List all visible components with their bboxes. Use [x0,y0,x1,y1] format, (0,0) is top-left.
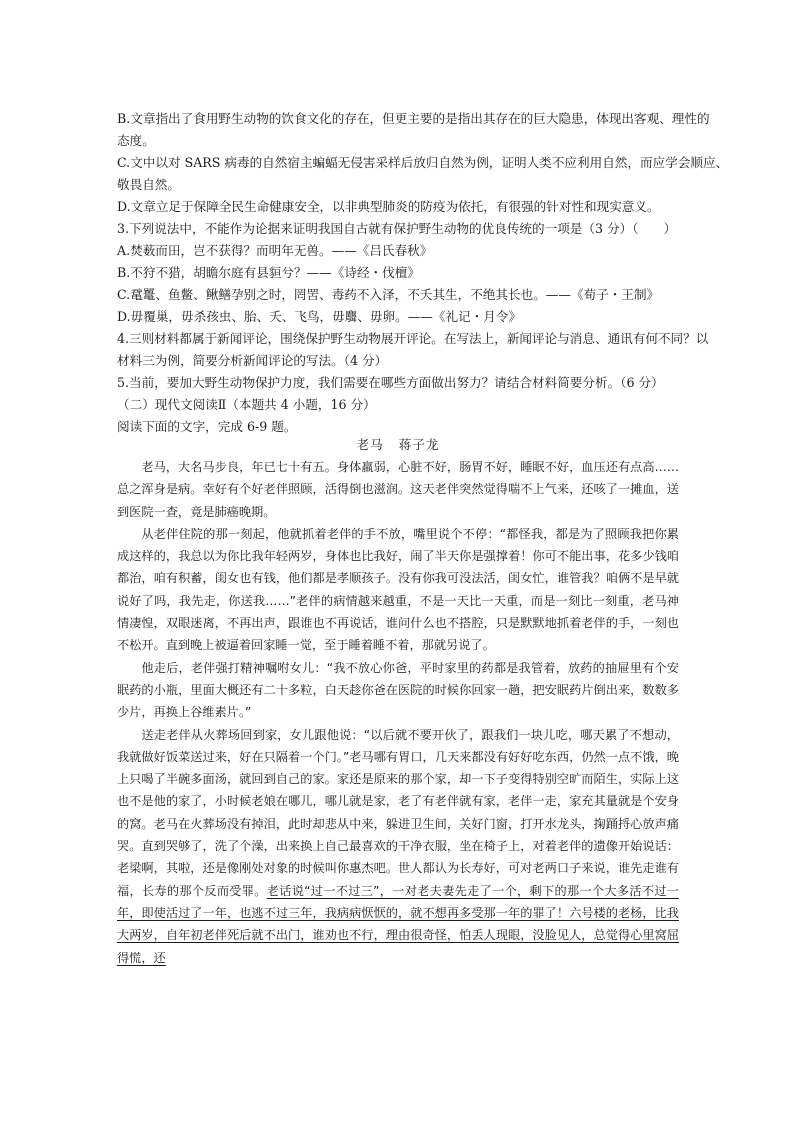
q3-option-b: B.不狩不猎，胡瞻尔庭有县貆兮？——《诗经・伐檀》 [117,265,420,280]
story-title-line [117,434,679,456]
reading-instruction: 阅读下面的文字，完成 6-9 题。 [117,419,297,434]
story-author: 蒋子龙 [398,437,440,452]
story-paragraph-2: 从老伴住院的那一刻起，他就抓着老伴的手不放，嘴里说个不停：“都怪我，都是为了照顾我把你累成这样的，我总以为你比我年轻两岁，身体也比我好，闹了半天你是强撑着！你可不能出事，花多少钱咱都治，咱有积蓄，闺女也有钱，他们都是孝顺孩子。没有你我可没法活，闺女忙，谁管我？咱俩不是早就说好了吗，我先走，你送我……”老伴的病情越来越重，不是一天比一天重，而是一刻比一刻重，老马神情凄惶，双眼迷离，不再出声，跟谁也不再说话，谁问什么也不搭腔，只是默默地抓着老伴的手，一刻也不松开。直到晚上被逼着回家睡一觉，至于睡着睡不着，那就另说了。 [117,526,679,653]
story-section [117,434,679,965]
option-b-line-1: B.文章指出了食用野生动物的饮食文化的存在，但更主要的是指出其存在的巨大隐患，体现出客观、理性的 [117,111,710,126]
q3-option-a: A.焚薮而田，岂不获得？而明年无兽。——《吕氏春秋》 [117,243,433,258]
q3-option-d: D.毋覆巢，毋杀孩虫、胎、夭、飞鸟，毋麛、毋卵。——《礼记・月令》 [117,309,522,324]
story-paragraph-4-text: 送走老伴从火葬场回到家，女儿跟他说：“以后就不要开伙了，跟我们一块儿吃，哪天累了不想动，我就做好饭菜送过来，好在只隔着一个门。”老马哪有胃口，几天来都没有好好吃东西，仍然一点不饿，晚上只喝了半碗多面汤，就回到自己的家。家还是原来的那个家，却一下子变得特别空旷而陌生，实际上这也不是他的家了，小时候老娘在哪儿，哪儿就是家，老了有老伴就有家，老伴一走，家充其量就是个安身的窝。老马在火葬场没有掉泪，此时却悲从中来，躲进卫生间，关好门窗，打开水龙头，掬踊捋心放声痛哭。直到哭够了，洗了个澡，出来换上自己最喜欢的干净衣服，坐在椅子上，对着老伴的遗像开始说话：老梁啊，其啦，还是像刚处对象的时候叫你惠杰吧。世人都认为长寿好，可对老两口子来说，谁先走谁有福，长寿的那个反而受罪。 [117,727,679,898]
underlined-passage: 老话说“过一不过三”，一对老夫妻先走了一个，剩下的那一个大多活不过一年，即使活过了一年，也逃不过三年，我病病恹恹的，就不想再多受那一年的罪了！六号楼的老杨，比我大两岁，自年初老伴死后就不出门，谁劝也不行，理由很奇怪，怕丢人现眼，没脸见人，总觉得心里窝屈得慌，还 [117,883,679,965]
question-4-line-2: 材料三为例，简要分析新闻评论的写法。（4 分） [117,353,388,368]
section-heading: （二）现代文阅读Ⅱ（本题共 4 小题，16 分） [117,397,376,412]
question-block [117,108,729,438]
story-paragraph-1: 老马，大名马步良，年已七十有五。身体羸弱，心脏不好，肠胃不好，睡眠不好，血压还有点高……总之浑身是病。幸好有个好老伴照顾，活得倒也滋润。这天老伴突然觉得喘不上气来，还咳了一摊血，送到医院一查，竟是肺癌晚期。 [117,460,679,519]
question-4-line-1: 4.三则材料都属于新闻评论，围绕保护野生动物展开评论。在写法上，新闻评论与消息、通讯有何不同？以 [117,331,709,346]
story-paragraph-4 [117,724,679,965]
q3-option-c: C.鼋鼍、鱼鳖、鳅鳝孕别之时，罔罟、毒药不入泽，不夭其生，不绝其长也。——《荀子・王制》 [117,287,660,302]
story-title: 老马 [356,437,384,452]
option-d: D.文章立足于保障全民生命健康安全，以非典型肺炎的防疫为依托，有很强的针对性和现实意义。 [117,199,660,214]
question-5: 5.当前，要加大野生动物保护力度，我们需要在哪些方面做出努力？请结合材料简要分析。（6 分） [117,375,664,390]
option-b-line-2: 态度。 [117,133,155,148]
story-paragraph-3: 他走后，老伴强打精神嘱咐女儿：“我不放心你爸，平时家里的药都是我管着，放药的抽屉里有个安眠药的小瓶，里面大概还有二十多粒，白天趁你爸在医院的时候你回家一趟，把安眠药片倒出来，数数多少片，再换上谷维素片。” [117,660,679,720]
question-3: 3.下列说法中，不能作为论据来证明我国自古就有保护野生动物的优良传统的一项是（3 分）（ ） [117,221,677,236]
option-c-line-1: C.文中以对 SARS 病毒的自然宿主蝙蝠无侵害采样后放归自然为例，证明人类不应利用自然，而应学会顺应、 [117,155,729,170]
option-c-line-2: 敬畏自然。 [117,177,180,192]
